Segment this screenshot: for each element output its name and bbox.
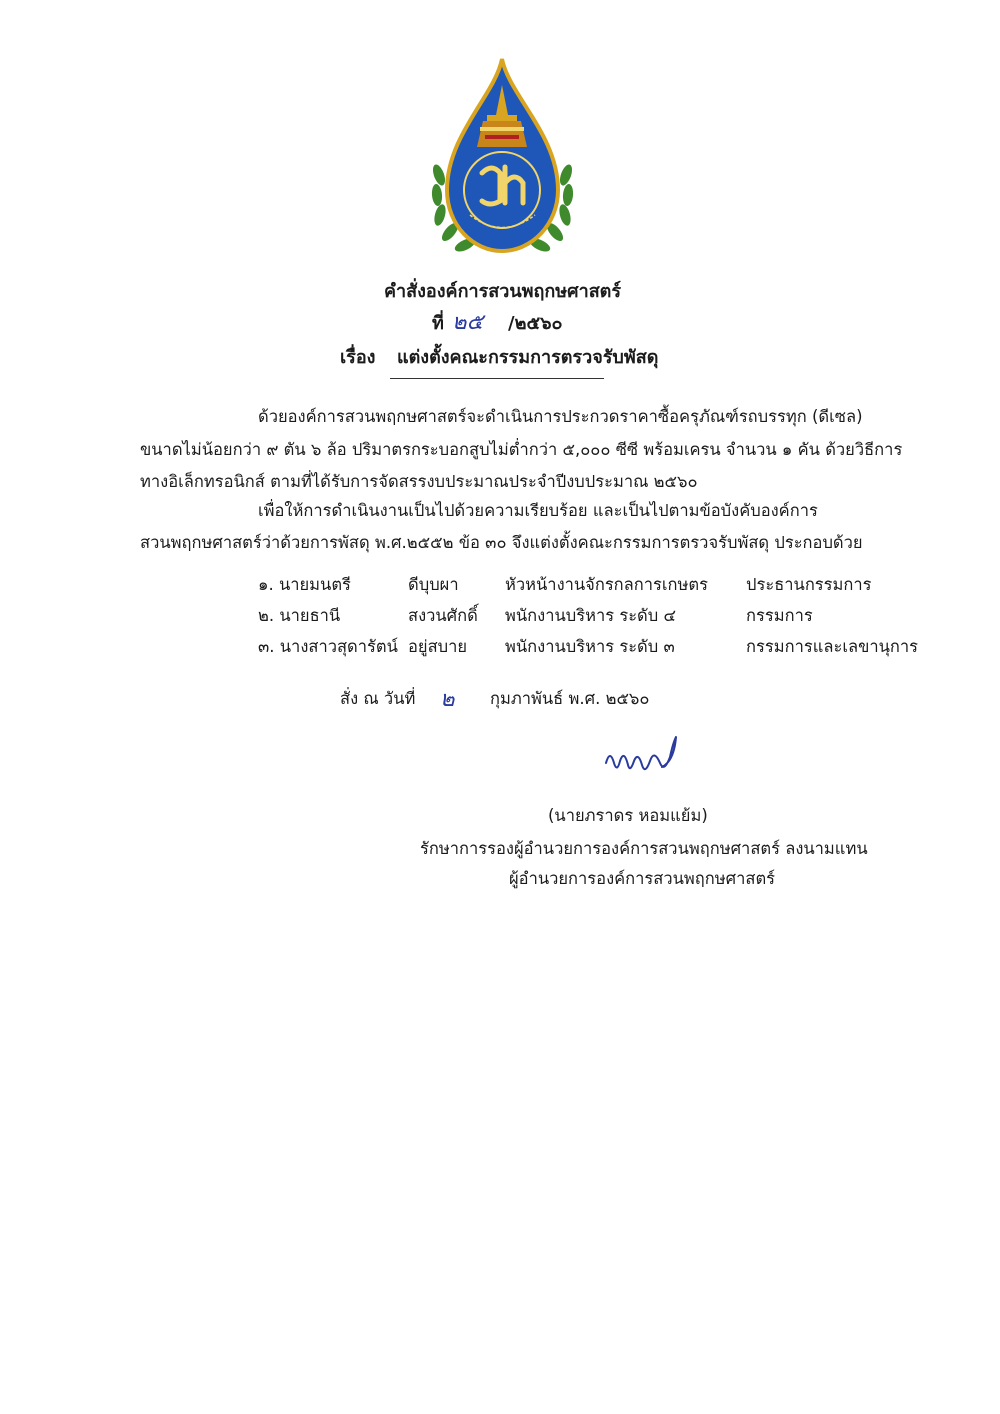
subject-label: เรื่อง (340, 347, 376, 368)
subject-text: แต่งตั้งคณะกรรมการตรวจรับพัสดุ (397, 347, 659, 368)
organization-logo (425, 55, 580, 265)
member-role: กรรมการและเลขานุการ (746, 637, 919, 656)
para1-line1: ด้วยองค์การสวนพฤกษศาสตร์จะดำเนินการประกวดราคาซื้อครุภัณฑ์รถบรรทุก (ดีเซล) (258, 407, 863, 426)
member-surname: ดีบุบผา (408, 575, 459, 594)
order-number-prefix: ที่ (432, 313, 444, 334)
para2-line1: เพื่อให้การดำเนินงานเป็นไปด้วยความเรียบร้อย และเป็นไปตามข้อบังคับองค์การ (258, 501, 818, 520)
member-name: ๑. นายมนตรี (258, 575, 351, 594)
member-position: หัวหน้างานจักรกลการเกษตร (505, 575, 708, 594)
order-number-year: /๒๕๖๐ (508, 313, 563, 334)
order-number-handwritten: ๒๕ (452, 310, 484, 335)
member-name: ๒. นายธานี (258, 606, 341, 625)
handwritten-signature (600, 733, 690, 781)
member-surname: สงวนศักดิ์ (408, 606, 478, 625)
signatory-name: (นายภราดร หอมแย้ม) (548, 806, 708, 825)
member-name: ๓. นางสาวสุดารัตน์ (258, 637, 398, 656)
member-position: พนักงานบริหาร ระดับ ๔ (505, 606, 676, 625)
para2-line2: สวนพฤกษศาสตร์ว่าด้วยการพัสดุ พ.ศ.๒๕๕๒ ข้อ ๓๐ จึงแต่งตั้งคณะกรรมการตรวจรับพัสดุ ประกอบด้วย (140, 533, 863, 552)
member-surname: อยู่สบาย (408, 637, 468, 656)
header-divider (390, 378, 604, 379)
signatory-title-line1: รักษาการรองผู้อำนวยการองค์การสวนพฤกษศาสตร์ ลงนามแทน (420, 839, 868, 858)
para1-line2: ขนาดไม่น้อยกว่า ๙ ตัน ๖ ล้อ ปริมาตรกระบอกสูบไม่ต่ำกว่า ๕,๐๐๐ ซีซี พร้อมเครน จำนวน ๑ คัน ด้วยวิธีการ (140, 440, 903, 459)
order-date-month-year: กุมภาพันธ์ พ.ศ. ๒๕๖๐ (490, 689, 650, 708)
member-role: กรรมการ (746, 606, 813, 625)
member-position: พนักงานบริหาร ระดับ ๓ (505, 637, 675, 656)
para1-line3: ทางอิเล็กทรอนิกส์ ตามที่ได้รับการจัดสรรงบประมาณประจำปีงบประมาณ ๒๕๖๐ (140, 472, 698, 491)
document-title: คำสั่งองค์การสวนพฤกษศาสตร์ (384, 281, 622, 302)
order-date-day-handwritten: ๒ (440, 687, 455, 712)
order-date-prefix: สั่ง ณ วันที่ (340, 689, 416, 708)
member-role: ประธานกรรมการ (746, 575, 872, 594)
signatory-title-line2: ผู้อำนวยการองค์การสวนพฤกษศาสตร์ (509, 869, 776, 888)
